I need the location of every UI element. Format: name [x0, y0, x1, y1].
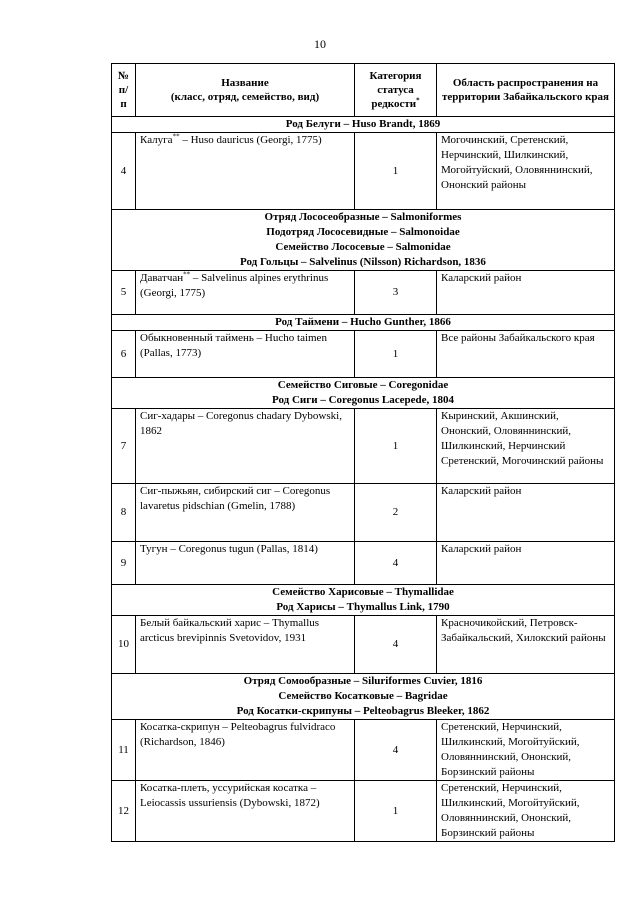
taxon-group-row [112, 117, 615, 133]
table-header-row [112, 64, 615, 117]
taxon-group-row [112, 585, 615, 616]
species-number: 4 [112, 133, 136, 210]
rarity-category: 1 [355, 133, 437, 210]
species-name [136, 781, 355, 842]
species-name-text: Косатка-плеть, уссурийская косатка – Leiocassis ussuriensis (Dybowski, 1872) [140, 782, 320, 809]
taxon-group-heading [112, 585, 615, 616]
taxon-heading-line: Род Косатки-скрипуны – Pelteobagrus Bleeker, 1862 [236, 705, 490, 717]
taxon-heading-line: Род Харисы – Thymallus Link, 1790 [276, 601, 450, 613]
species-latin-name: – Salvelinus alpines erythrinus (Georgi, 1775) [140, 272, 329, 299]
rarity-category: 2 [355, 484, 437, 542]
species-number: 5 [112, 271, 136, 315]
species-name [136, 542, 355, 585]
species-row [112, 542, 615, 585]
species-number: 11 [112, 720, 136, 781]
rarity-category: 1 [355, 331, 437, 378]
taxon-heading-line: Род Таймени – Hucho Gunther, 1866 [275, 316, 451, 328]
species-name-text: Калуга [140, 134, 173, 146]
species-name-text: Тугун – Coregonus tugun (Pallas, 1814) [140, 543, 318, 555]
species-name-text: Сиг-хадары – Coregonus chadary Dybowski, 1862 [140, 410, 342, 437]
species-name [136, 720, 355, 781]
species-number: 10 [112, 616, 136, 674]
species-number: 6 [112, 331, 136, 378]
distribution-area: Сретенский, Нерчинский, Шилкинский, Могойтуйский, Оловяннинский, Ононский, Борзинский районы [437, 781, 615, 842]
table-body [112, 117, 615, 842]
distribution-area: Все районы Забайкальского края [437, 331, 615, 378]
distribution-area: Могочинский, Сретенский, Нерчинский, Шилкинский, Могойтуйский, Оловяннинский, Ононский районы [437, 133, 615, 210]
taxon-group-heading [112, 674, 615, 720]
distribution-area: Сретенский, Нерчинский, Шилкинский, Могойтуйский, Оловяннинский, Ононский, Борзинский районы [437, 720, 615, 781]
header-name-line2: (класс, отряд, семейство, вид) [170, 91, 320, 103]
taxon-heading-line: Род Сиги – Coregonus Lacepede, 1804 [272, 394, 454, 406]
distribution-area: Кыринский, Акшинский, Ононский, Оловяннинский, Шилкинский, Нерчинский Сретенский, Могочинский районы [437, 409, 615, 484]
species-row [112, 271, 615, 315]
header-num: № п/п [112, 64, 136, 117]
taxon-heading-line: Семейство Сиговые – Coregonidae [277, 379, 449, 391]
rarity-category: 4 [355, 616, 437, 674]
species-name [136, 331, 355, 378]
distribution-area: Каларский район [437, 542, 615, 585]
taxon-group-heading [112, 378, 615, 409]
taxon-heading-line: Подотряд Лососевидные – Salmonoidae [266, 226, 460, 238]
header-area: Область распространения на территории Забайкальского края [437, 64, 615, 117]
page-number: 10 [314, 37, 326, 51]
rarity-category: 1 [355, 781, 437, 842]
taxon-group-row [112, 315, 615, 331]
species-row [112, 720, 615, 781]
rarity-category: 4 [355, 542, 437, 585]
species-row [112, 133, 615, 210]
taxon-heading-line: Отряд Лососеобразные – Salmoniformes [264, 211, 462, 223]
header-name-line1: Название [221, 77, 269, 89]
header-category [355, 64, 437, 117]
species-name [136, 409, 355, 484]
footnote-mark: ** [172, 132, 180, 141]
species-name [136, 616, 355, 674]
taxon-group-row [112, 378, 615, 409]
taxon-heading-line: Семейство Харисовые – Thymallidae [272, 586, 454, 598]
header-category-mark: * [416, 96, 420, 105]
species-number: 7 [112, 409, 136, 484]
red-book-fish-table [111, 63, 615, 842]
header-category-text: Категория статуса редкости [369, 70, 422, 110]
taxon-heading-line: Семейство Косатковые – Bagridae [278, 690, 448, 702]
species-name [136, 133, 355, 210]
species-name-text: Косатка-скрипун – Pelteobagrus fulvidraco (Richardson, 1846) [140, 721, 336, 748]
species-name-text: Сиг-пыжьян, сибирский сиг – Coregonus lavaretus pidschian (Gmelin, 1788) [140, 485, 331, 512]
taxon-heading-line: Отряд Сомообразные – Siluriformes Cuvier, 1816 [243, 675, 483, 687]
rarity-category: 3 [355, 271, 437, 315]
distribution-area: Каларский район [437, 484, 615, 542]
footnote-mark: ** [183, 270, 191, 279]
species-row [112, 331, 615, 378]
taxon-group-heading [112, 315, 615, 331]
species-row [112, 409, 615, 484]
distribution-area: Красночикойский, Петровск-Забайкальский, Хилокский районы [437, 616, 615, 674]
species-row [112, 616, 615, 674]
rarity-category: 1 [355, 409, 437, 484]
taxon-heading-line: Род Белуги – Huso Brandt, 1869 [285, 118, 441, 130]
species-name-text: Белый байкальский харис – Thymallus arcticus brevipinnis Svetovidov, 1931 [140, 617, 320, 644]
species-row [112, 781, 615, 842]
taxon-group-heading [112, 210, 615, 271]
taxon-group-row [112, 210, 615, 271]
species-number: 9 [112, 542, 136, 585]
species-number: 8 [112, 484, 136, 542]
species-number: 12 [112, 781, 136, 842]
taxon-group-row [112, 674, 615, 720]
header-name [136, 64, 355, 117]
species-name [136, 484, 355, 542]
distribution-area: Каларский район [437, 271, 615, 315]
species-name [136, 271, 355, 315]
taxon-heading-line: Род Гольцы – Salvelinus (Nilsson) Richardson, 1836 [240, 256, 486, 268]
rarity-category: 4 [355, 720, 437, 781]
taxon-group-heading [112, 117, 615, 133]
species-latin-name: – Huso dauricus (Georgi, 1775) [179, 134, 322, 146]
species-name-text: Даватчан [140, 272, 184, 284]
species-name-text: Обыкновенный таймень – Hucho taimen (Pallas, 1773) [140, 332, 327, 359]
species-row [112, 484, 615, 542]
taxon-heading-line: Семейство Лососевые – Salmonidae [275, 241, 451, 253]
